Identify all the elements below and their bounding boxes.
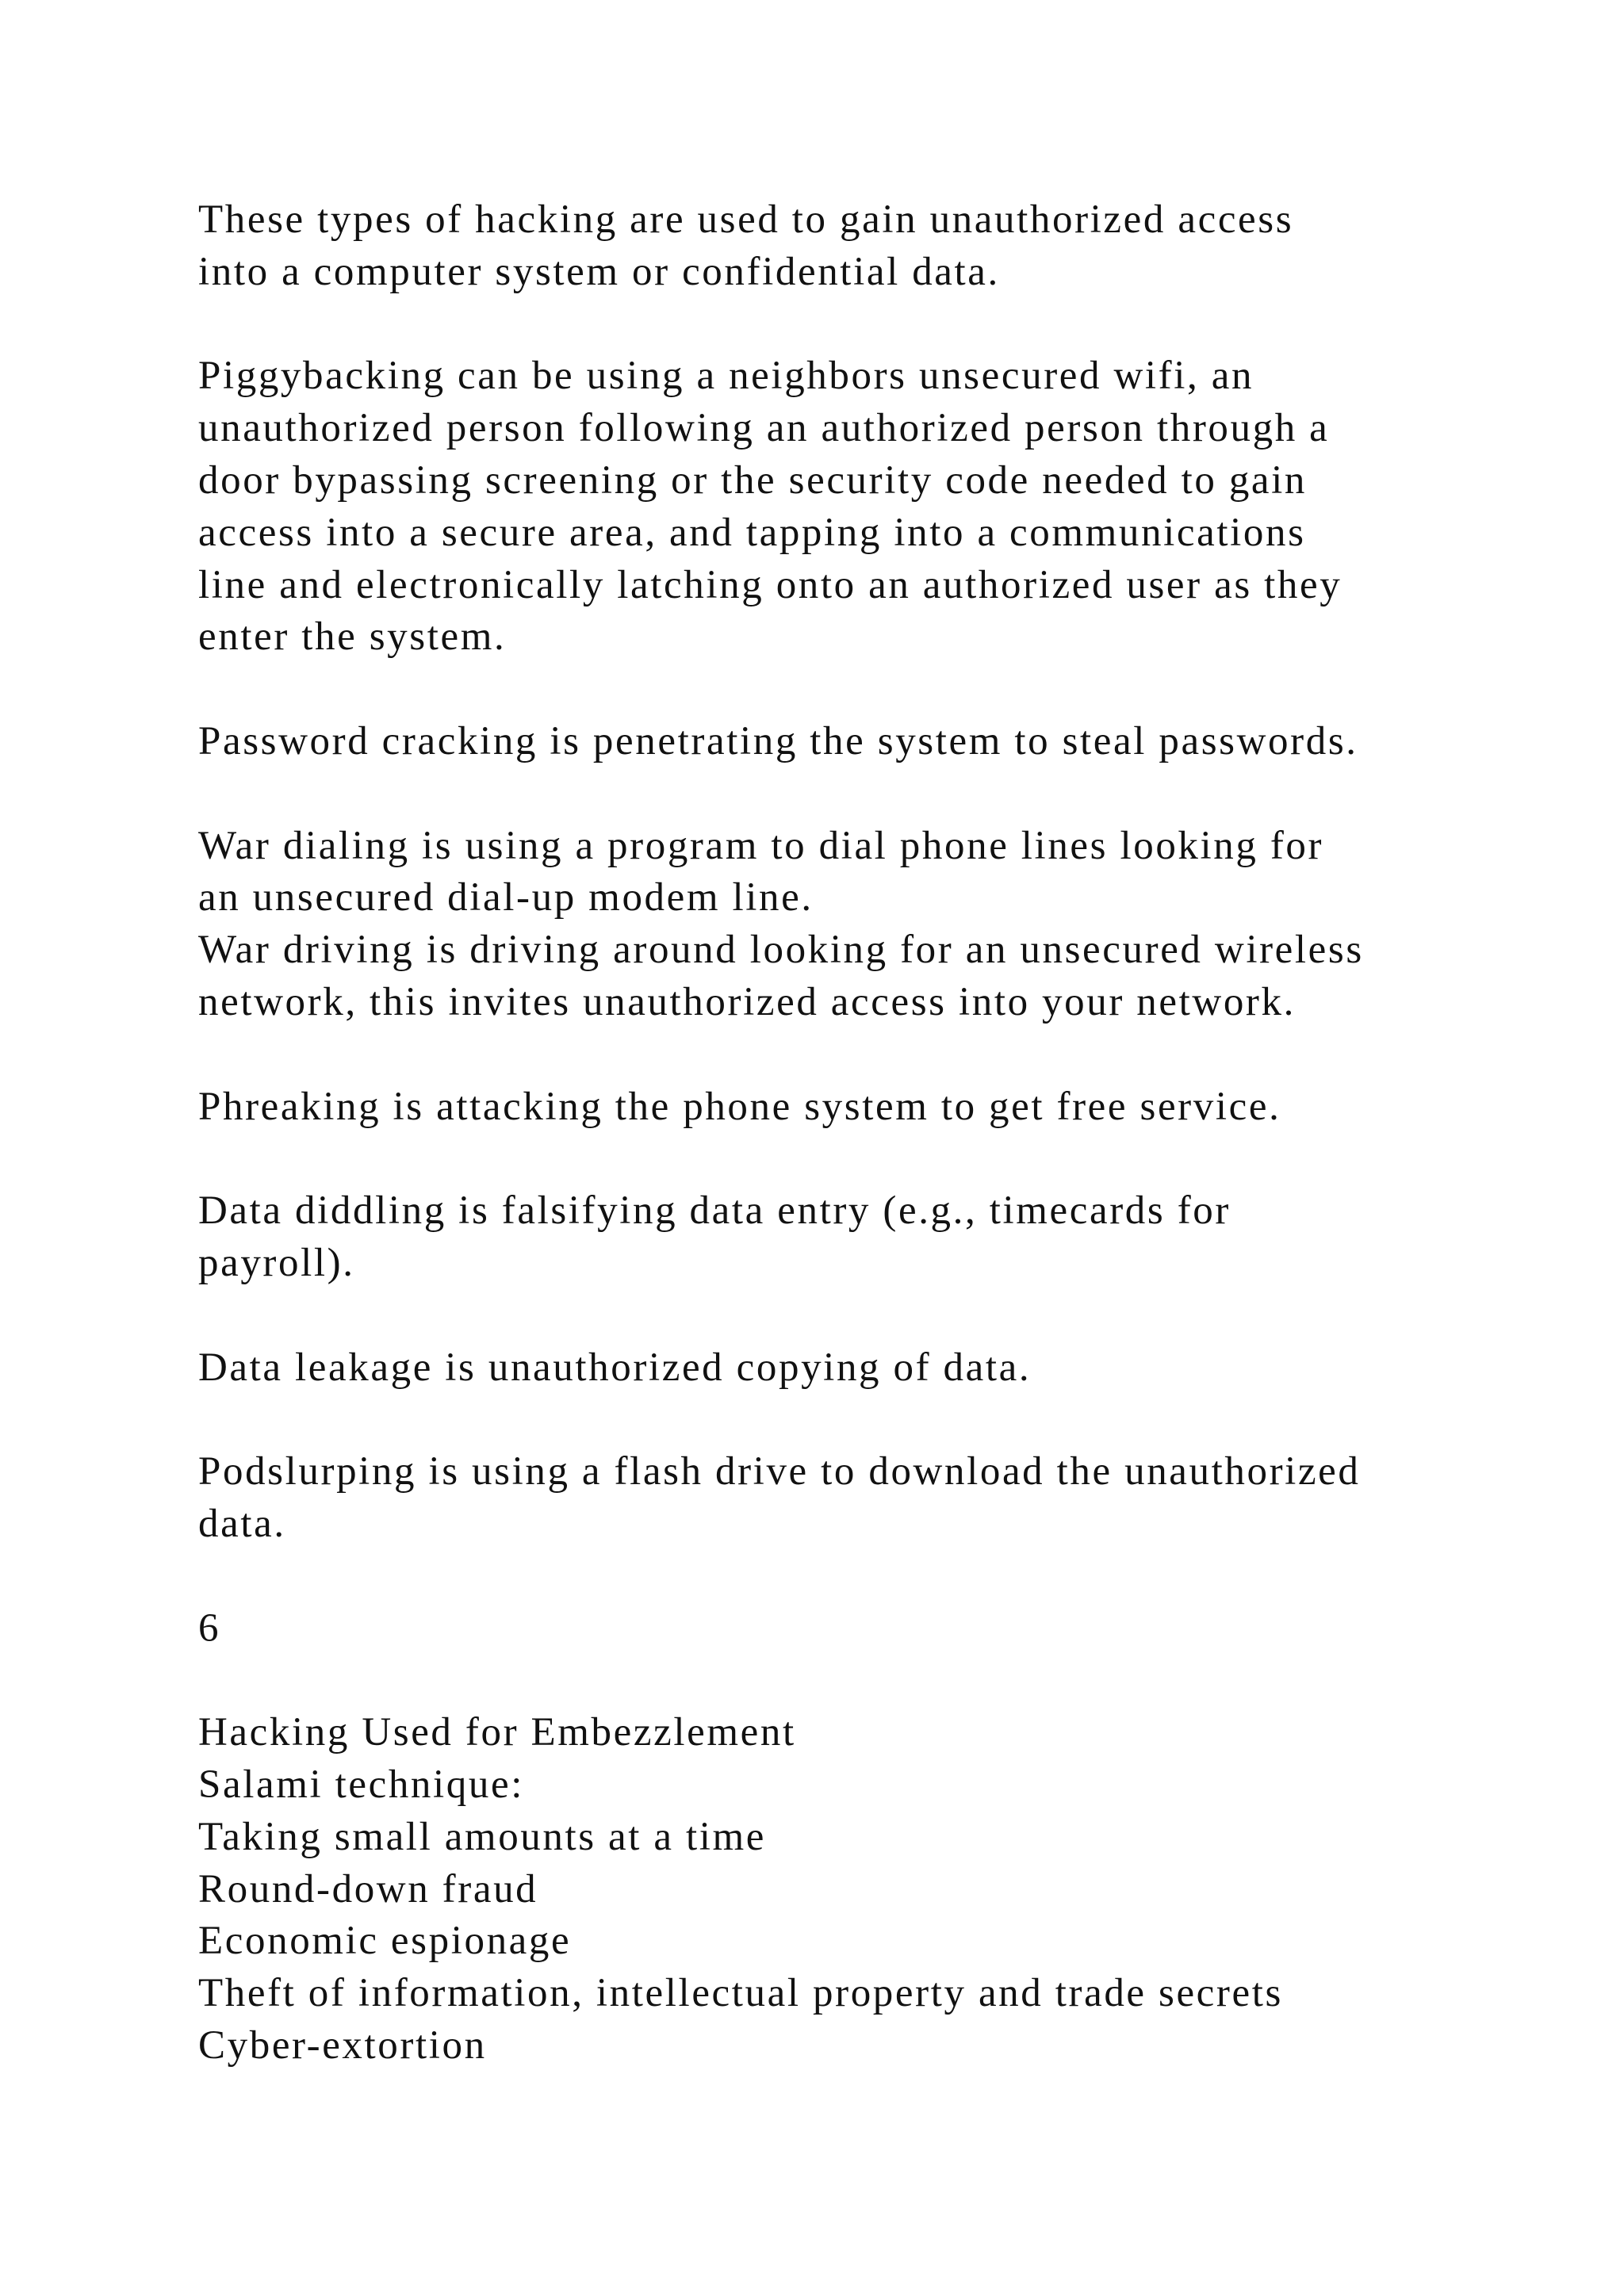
document-body (198, 194, 1546, 2072)
list-item: Round-down fraud (198, 1866, 538, 1911)
text-line: access into a secure area, and tapping into a communications (198, 510, 1306, 555)
text-line: unauthorized person following an authorized person through a (198, 406, 1330, 451)
paragraph-spacer (198, 768, 1546, 821)
paragraph-spacer (198, 1655, 1546, 1707)
section-embezzlement (198, 1707, 1546, 2072)
paragraph-spacer (198, 299, 1546, 351)
paragraph-spacer (198, 1394, 1546, 1446)
section-heading: Hacking Used for Embezzlement (198, 1710, 796, 1755)
text-line: Data diddling is falsifying data entry (e.g., timecards for (198, 1188, 1231, 1234)
paragraph-password-cracking (198, 716, 1546, 768)
text-line: door bypassing screening or the security code needed to gain (198, 457, 1308, 503)
paragraph-spacer (198, 1029, 1546, 1081)
list-item: Economic espionage (198, 1919, 572, 1964)
slide-number (198, 1603, 1546, 1655)
list-item: Theft of information, intellectual property and trade secrets (198, 1971, 1283, 2016)
paragraph-piggybacking (198, 350, 1546, 664)
text-line: line and electronically latching onto an authorized user as they (198, 562, 1342, 607)
paragraph-data-leakage (198, 1342, 1546, 1395)
text-line: into a computer system or confidential data. (198, 249, 1000, 294)
text-line: War driving is driving around looking for an unsecured wireless (198, 928, 1364, 973)
list-item: Salami technique: (198, 1762, 525, 1807)
paragraph-war-dialing (198, 821, 1546, 1029)
text-line: Password cracking is penetrating the system to steal passwords. (198, 718, 1358, 763)
paragraph-spacer (198, 664, 1546, 716)
text-line: data. (198, 1501, 286, 1546)
paragraph-data-diddling (198, 1185, 1546, 1290)
text-line: Data leakage is unauthorized copying of data. (198, 1345, 1032, 1390)
paragraph-intro (198, 194, 1546, 299)
text-line: Piggybacking can be using a neighbors unsecured wifi, an (198, 354, 1254, 399)
paragraph-spacer (198, 1551, 1546, 1603)
text-line: an unsecured dial-up modem line. (198, 875, 814, 920)
list-item: Cyber-extortion (198, 2022, 487, 2068)
text-line: network, this invites unauthorized access into your network. (198, 979, 1296, 1024)
paragraph-phreaking (198, 1081, 1546, 1134)
text-line: Podslurping is using a flash drive to download the unauthorized (198, 1449, 1361, 1494)
text-line: enter the system. (198, 614, 507, 660)
paragraph-spacer (198, 1290, 1546, 1342)
text-line: These types of hacking are used to gain unauthorized access (198, 197, 1294, 242)
slide-number-text: 6 (198, 1605, 221, 1651)
text-line: Phreaking is attacking the phone system to get free service. (198, 1084, 1281, 1129)
paragraph-spacer (198, 1133, 1546, 1185)
list-item: Taking small amounts at a time (198, 1814, 767, 1859)
paragraph-podslurping (198, 1446, 1546, 1551)
text-line: payroll). (198, 1240, 355, 1285)
text-line: War dialing is using a program to dial phone lines looking for (198, 823, 1324, 868)
